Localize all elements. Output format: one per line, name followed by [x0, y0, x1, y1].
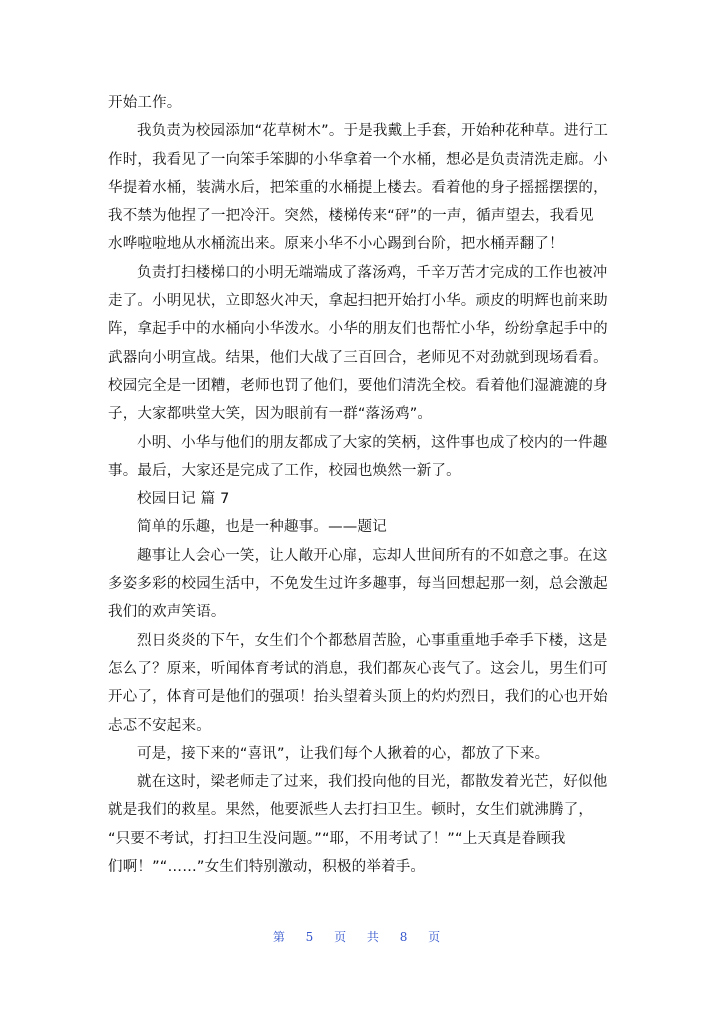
text-line: 我负责为校园添加“花草树木”。于是我戴上手套，开始种花种草。进行工 — [137, 123, 609, 140]
text-line: 我不禁为他捏了一把冷汗。突然，楼梯传来“砰”的一声，循声望去，我看见 — [108, 208, 594, 225]
text-line: 水哗啦啦地从水桶流出来。原来小华不小心踢到台阶，把水桶弄翻了！ — [108, 236, 564, 253]
text-line: 华提着水桶，装满水后，把笨重的水桶提上楼去。看着他的身子摇摇摆摆的， — [108, 179, 608, 196]
text-line: 我们的欢声笑语。 — [108, 604, 226, 621]
text-line: 开心了，体育可是他们的强项！抬头望着头顶上的灼灼烈日，我们的心也开始 — [108, 689, 608, 706]
text-line: 多姿多彩的校园生活中，不免发生过许多趣事，每当回想起那一刻，总会激起 — [108, 576, 608, 593]
text-line: 小明、小华与他们的朋友都成了大家的笑柄，这件事也成了校内的一件趣 — [137, 434, 608, 451]
text-line: 就在这时，梁老师走了过来，我们投向他的目光，都散发着光芒，好似他 — [137, 774, 608, 791]
text-line: “只要不考试，打扫卫生没问题。”“耶，不用考试了！”“上天真是眷顾我 — [108, 830, 566, 847]
text-line: 们啊！”“……”女生们特别激动，积极的举着手。 — [108, 859, 426, 876]
text-line: 阵，拿起手中的水桶向小华泼水。小华的朋友们也帮忙小华，纷纷拿起手中的 — [108, 321, 608, 338]
document-body — [108, 89, 616, 881]
text-line: 开始工作。 — [108, 95, 182, 111]
text-line: 简单的乐趣，也是一种趣事。——题记 — [137, 519, 387, 536]
text-line: 作时，我看见了一向笨手笨脚的小华拿着一个水桶，想必是负责清洗走廊。小 — [108, 151, 608, 168]
text-line: 烈日炎炎的下午，女生们个个都愁眉苦脸，心事重重地手牵手下楼，这是 — [137, 632, 608, 649]
text-line: 校园完全是一团糟，老师也罚了他们，要他们清洗全校。看着他们湿漉漉的身 — [108, 377, 608, 394]
text-line: 可是，接下来的“喜讯”，让我们每个人揪着的心，都放了下来。 — [137, 745, 550, 762]
text-line: 走了。小明见状，立即怒火冲天，拿起扫把开始打小华。顽皮的明辉也前来助 — [108, 293, 608, 310]
text-line: 事。最后，大家还是完成了工作，校园也焕然一新了。 — [108, 462, 461, 479]
text-line: 负责打扫楼梯口的小明无端端成了落汤鸡，千辛万苦才完成的工作也被冲 — [137, 264, 608, 281]
text-line: 武器向小明宣战。结果，他们大战了三百回合，老师见不对劲就到现场看看。 — [108, 349, 608, 366]
text-line: 子，大家都哄堂大笑，因为眼前有一群“落汤鸡”。 — [108, 406, 433, 423]
text-line: 校园日记 篇 7 — [137, 491, 230, 508]
text-line: 忐忑不安起来。 — [108, 717, 211, 734]
page-footer: 第 5 页 共 8 页 — [272, 930, 448, 944]
text-line: 就是我们的救星。果然，他要派些人去打扫卫生。顿时，女生们就沸腾了， — [108, 802, 594, 819]
text-line: 趣事让人会心一笑，让人敞开心扉，忘却人世间所有的不如意之事。在这 — [137, 547, 608, 564]
text-line: 怎么了？原来，听闻体育考试的消息，我们都灰心丧气了。这会儿，男生们可 — [108, 660, 608, 677]
